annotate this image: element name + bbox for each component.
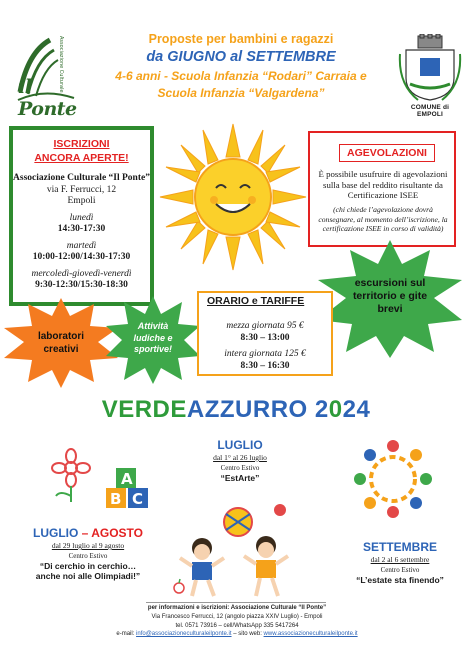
- header: [96, 30, 386, 101]
- orari-title: ORARIO e TARIFFE: [207, 295, 305, 307]
- settembre-centro: Centro Estivo: [380, 566, 420, 574]
- website-link[interactable]: www.associazioneculturaleilponte.it: [263, 631, 358, 638]
- header-line-2: da GIUGNO al SETTEMBRE: [146, 49, 336, 65]
- full-day-label: intera giornata 125 €: [224, 349, 306, 359]
- luglio-agosto-section: [20, 526, 156, 581]
- coat-of-arms-icon: [398, 34, 462, 102]
- day-label-1: lunedì: [69, 212, 94, 223]
- settembre-title: SETTEMBRE: [362, 540, 437, 554]
- association-city: Empoli: [67, 196, 96, 206]
- svg-text:B: B: [110, 490, 122, 508]
- escursioni-text: escursioni sul territorio e gite brevi: [352, 277, 428, 315]
- full-day-time: 8:30 – 16:30: [240, 361, 290, 371]
- title-year-b: 0: [328, 396, 343, 423]
- day-time-2: 10:00-12:00/14:30-17:30: [32, 252, 131, 262]
- luglio-agosto-dates: dal 29 luglio al 9 agosto: [51, 541, 125, 550]
- settembre-dates: dal 2 al 6 settembre: [370, 555, 430, 564]
- luglio-agosto-title-1: LUGLIO: [32, 526, 79, 540]
- email-link[interactable]: info@associazioneculturaleilponte.it: [136, 631, 232, 638]
- header-line-1: Proposte per bambini e ragazzi: [148, 32, 334, 46]
- footer-line-2: Via Francesco Ferrucci, 12 (angolo piazza XXIV Luglio) - Empoli: [151, 613, 323, 620]
- day-label-2: martedì: [66, 240, 97, 251]
- luglio-agosto-title: [20, 526, 156, 541]
- footer-line-4: [20, 630, 454, 639]
- email-label: e-mail:: [116, 631, 137, 638]
- title-azzurro: AZZURRO: [186, 396, 308, 423]
- header-line-3: 4-6 anni - Scuola Infanzia “Rodari” Carraia e: [115, 69, 367, 83]
- association-address: via F. Ferrucci, 12: [46, 184, 117, 195]
- title-year-a: 2: [307, 396, 329, 423]
- iscrizioni-title-1: ISCRIZIONI: [53, 138, 110, 150]
- smiling-sun-icon: [158, 122, 308, 272]
- apple-icon: [172, 578, 186, 594]
- iscrizioni-title: [13, 137, 150, 165]
- verdeazzurro-title: [86, 396, 386, 424]
- laboratori-text: laboratori creativi: [37, 331, 85, 355]
- luglio-agosto-centro: Centro Estivo: [68, 552, 108, 560]
- luglio-agosto-name-2: anche noi alle Olimpiadi!”: [35, 571, 141, 581]
- logo-brand-text: il Ponte: [18, 76, 77, 120]
- day-time-1: 14:30-17:30: [57, 224, 106, 234]
- agevolazioni-text: È possibile usufruire di agevolazioni sulla base del reddito risultante da Certificazione ISEE: [318, 169, 448, 200]
- day-label-3: mercoledì-giovedì-venerdì: [31, 268, 132, 279]
- abc-blocks-icon: [104, 466, 150, 510]
- crest-caption: COMUNE di EMPOLI: [410, 104, 450, 118]
- iscrizioni-body: [13, 173, 150, 292]
- logo-small-text: Associazione Culturale: [58, 36, 64, 93]
- luglio-section: [180, 438, 300, 483]
- luglio-dates: dal 1° al 26 luglio: [213, 453, 267, 462]
- title-year-c: 24: [342, 396, 371, 423]
- half-day-label: mezza giornata 95 €: [226, 321, 304, 331]
- iscrizioni-title-2: ANCORA APERTE!: [34, 152, 129, 164]
- svg-text:A: A: [121, 470, 133, 488]
- title-verde: VERDE: [101, 396, 187, 423]
- attivita-text: Attività ludiche e sportive!: [133, 321, 173, 354]
- luglio-agosto-title-2: – AGOSTO: [78, 526, 143, 540]
- settembre-section: [336, 540, 464, 585]
- agevolazioni-title: AGEVOLAZIONI: [339, 144, 435, 162]
- header-line-4: Scuola Infanzia “Valgardena”: [157, 86, 325, 100]
- svg-text:C: C: [132, 490, 144, 508]
- footer-line-1: per informazioni e iscrizioni: Associazione Culturale “Il Ponte”: [147, 605, 327, 611]
- luglio-centro: Centro Estivo: [220, 464, 260, 472]
- kids-playing-icon: [178, 500, 308, 600]
- footer-line-3: tel. 0571 73916 – cell/WhatsApp 335 5417264: [175, 622, 299, 629]
- agevolazioni-box: [308, 131, 456, 247]
- footer: [20, 604, 454, 639]
- flower-drawing-icon: [40, 448, 102, 502]
- iscrizioni-box: [9, 126, 154, 306]
- luglio-name: “EstArte”: [220, 473, 260, 483]
- luglio-title: LUGLIO: [217, 438, 263, 452]
- settembre-name: “L’estate sta finendo”: [356, 575, 444, 585]
- day-time-3: 9:30-12:30/15:30-18:30: [35, 280, 128, 290]
- half-day-row: [199, 320, 331, 344]
- luglio-agosto-name-1: “Di cerchio in cerchio…: [39, 561, 137, 571]
- agevolazioni-note: (chi chiede l’agevolazione dovrà consegnare, al momento dell’iscrizione, la certificazione ISEE in corso di validità): [318, 205, 448, 233]
- half-day-time: 8:30 – 13:00: [240, 333, 290, 343]
- il-ponte-logo: [14, 32, 80, 120]
- full-day-row: [199, 348, 331, 372]
- children-circle-icon: [352, 438, 434, 520]
- site-label: – sito web:: [231, 631, 264, 638]
- comune-crest: [398, 34, 462, 116]
- orari-box: [197, 291, 333, 376]
- association-name: Associazione Culturale “Il Ponte”: [13, 173, 150, 183]
- footer-divider: [146, 602, 326, 603]
